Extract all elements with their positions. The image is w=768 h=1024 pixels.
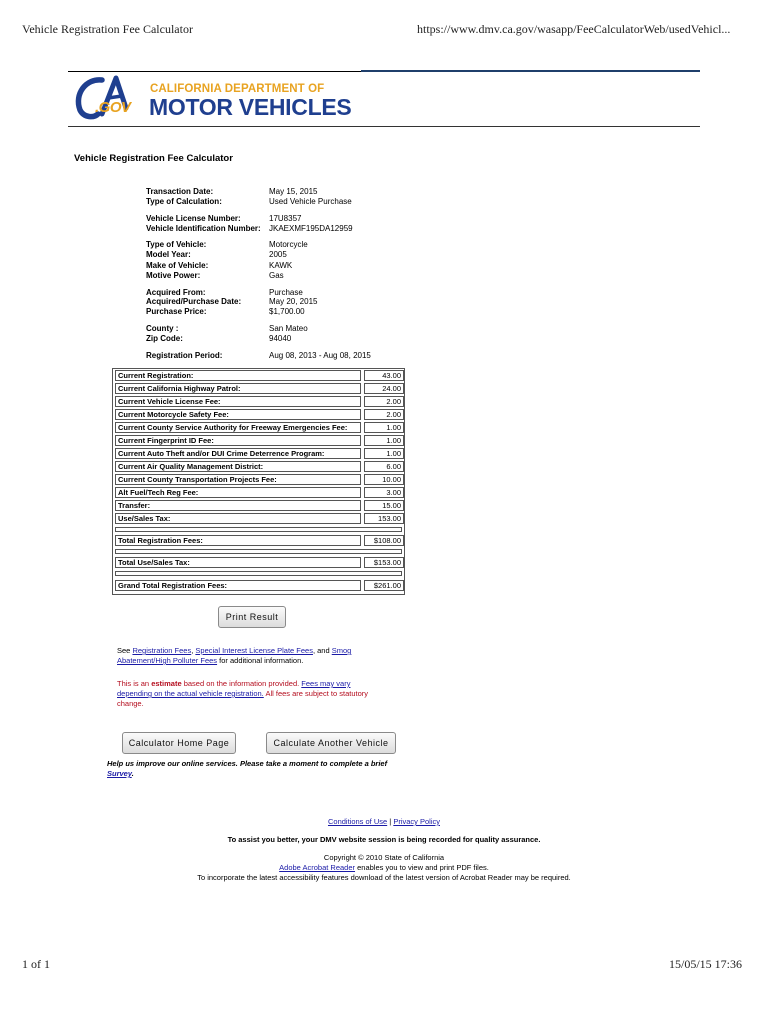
detail-value: JKAEXMF195DA12959 bbox=[269, 224, 353, 233]
detail-value: 17U8357 bbox=[269, 214, 302, 223]
estimate-bold-text: estimate bbox=[151, 679, 182, 688]
fee-amount: 2.00 bbox=[364, 396, 404, 407]
print-footer-timestamp: 15/05/15 17:36 bbox=[669, 957, 743, 971]
print-header-title: Vehicle Registration Fee Calculator bbox=[22, 22, 193, 36]
detail-label: Type of Vehicle: bbox=[146, 240, 207, 249]
additional-info-text bbox=[117, 646, 377, 666]
fee-amount: 15.00 bbox=[364, 500, 404, 511]
detail-value: Motorcycle bbox=[269, 240, 308, 249]
fee-spacer-row bbox=[115, 527, 402, 532]
grand-total-amount: $261.00 bbox=[364, 580, 404, 591]
registration-fees-link[interactable]: Registration Fees bbox=[132, 646, 192, 655]
fee-amount: 43.00 bbox=[364, 370, 404, 381]
fees-table bbox=[112, 368, 405, 595]
quality-assurance-notice: To assist you better, your DMV website session is being recorded for quality assurance. bbox=[227, 835, 541, 844]
fee-label: Current County Service Authority for Freeway Emergencies Fee: bbox=[115, 422, 361, 433]
header-rule-left bbox=[68, 71, 361, 72]
dmv-logo[interactable] bbox=[72, 74, 352, 124]
fees-may-vary-link[interactable]: Fees may vary bbox=[301, 679, 351, 688]
detail-value: Aug 08, 2013 - Aug 08, 2015 bbox=[269, 351, 371, 360]
acrobat-info bbox=[0, 863, 768, 872]
detail-value: Used Vehicle Purchase bbox=[269, 197, 352, 206]
info-text: , and bbox=[312, 646, 332, 655]
conditions-of-use-link[interactable]: Conditions of Use bbox=[327, 817, 388, 826]
smog-fees-link[interactable]: Smog bbox=[331, 646, 352, 655]
detail-value: Purchase bbox=[269, 288, 303, 297]
footer-separator: | bbox=[387, 817, 394, 826]
detail-label: Purchase Price: bbox=[146, 307, 207, 316]
detail-label: Vehicle Identification Number: bbox=[146, 224, 261, 233]
estimate-notice bbox=[117, 679, 387, 709]
header-rule-bottom bbox=[68, 126, 700, 127]
fee-label: Current Motorcycle Safety Fee: bbox=[115, 409, 361, 420]
fee-amount: 2.00 bbox=[364, 409, 404, 420]
fee-label: Current Air Quality Management District: bbox=[115, 461, 361, 472]
detail-label: Zip Code: bbox=[146, 334, 183, 343]
estimate-text: based on the information provided. bbox=[181, 679, 302, 688]
fee-label: Alt Fuel/Tech Reg Fee: bbox=[115, 487, 361, 498]
fee-label: Current Registration: bbox=[115, 370, 361, 381]
calculator-home-button[interactable]: Calculator Home Page bbox=[122, 732, 236, 754]
logo-gov-text: .GOV bbox=[95, 99, 131, 116]
footer-links bbox=[0, 817, 768, 826]
detail-value: Gas bbox=[269, 271, 284, 280]
fee-label: Transfer: bbox=[115, 500, 361, 511]
detail-label: Acquired/Purchase Date: bbox=[146, 297, 242, 306]
fees-may-vary-link-cont[interactable]: depending on the actual vehicle registration. bbox=[117, 689, 264, 698]
info-text: , bbox=[191, 646, 196, 655]
fee-label: Current California Highway Patrol: bbox=[115, 383, 361, 394]
total-label: Total Use/Sales Tax: bbox=[115, 557, 361, 568]
detail-value: KAWK bbox=[269, 261, 293, 270]
detail-label: Registration Period: bbox=[146, 351, 223, 360]
detail-label: Transaction Date: bbox=[146, 187, 214, 196]
special-plates-fees-link[interactable]: Special Interest License Plate Fees bbox=[195, 646, 313, 655]
fee-amount: 24.00 bbox=[364, 383, 404, 394]
estimate-text: change. bbox=[117, 699, 144, 708]
fee-label: Current County Transportation Projects Fee: bbox=[115, 474, 361, 485]
calculate-another-vehicle-button[interactable]: Calculate Another Vehicle bbox=[266, 732, 396, 754]
fee-label: Use/Sales Tax: bbox=[115, 513, 361, 524]
adobe-acrobat-link[interactable]: Adobe Acrobat Reader bbox=[279, 863, 356, 872]
smog-fees-link-cont[interactable]: Abatement/High Polluter Fees bbox=[117, 656, 218, 665]
detail-label: Acquired From: bbox=[146, 288, 206, 297]
detail-value: San Mateo bbox=[269, 324, 308, 333]
print-footer-page: 1 of 1 bbox=[22, 957, 50, 971]
fee-amount: 6.00 bbox=[364, 461, 404, 472]
acrobat-suffix-text: enables you to view and print PDF files. bbox=[355, 863, 489, 872]
detail-label: Motive Power: bbox=[146, 271, 201, 280]
estimate-text: All fees are subject to statutory bbox=[263, 689, 369, 698]
detail-value: 94040 bbox=[269, 334, 292, 343]
fee-label: Current Auto Theft and/or DUI Crime Deterrence Program: bbox=[115, 448, 361, 459]
detail-label: Model Year: bbox=[146, 250, 191, 259]
logo-motor-vehicles-text: MOTOR VEHICLES bbox=[149, 94, 352, 120]
detail-label: County : bbox=[146, 324, 179, 333]
total-amount: $108.00 bbox=[364, 535, 404, 546]
grand-total-label: Grand Total Registration Fees: bbox=[115, 580, 361, 591]
total-label: Total Registration Fees: bbox=[115, 535, 361, 546]
fee-amount: 1.00 bbox=[364, 435, 404, 446]
survey-prompt bbox=[107, 759, 407, 779]
estimate-text: This is an bbox=[117, 679, 152, 688]
fee-amount: 153.00 bbox=[364, 513, 404, 524]
survey-text: Help us improve our online services. Please take a moment to complete a brief bbox=[107, 759, 388, 768]
info-text: for additional information. bbox=[217, 656, 304, 665]
logo-department-text: CALIFORNIA DEPARTMENT OF bbox=[150, 83, 325, 95]
detail-value: May 15, 2015 bbox=[269, 187, 318, 196]
privacy-policy-link[interactable]: Privacy Policy bbox=[393, 817, 440, 826]
page-title: Vehicle Registration Fee Calculator bbox=[74, 153, 233, 164]
header-rule-right bbox=[361, 70, 700, 72]
fee-amount: 10.00 bbox=[364, 474, 404, 485]
fee-label: Current Vehicle License Fee: bbox=[115, 396, 361, 407]
detail-label: Type of Calculation: bbox=[146, 197, 222, 206]
fee-spacer-row bbox=[115, 571, 402, 576]
info-text: See bbox=[117, 646, 133, 655]
detail-label: Vehicle License Number: bbox=[146, 214, 241, 223]
total-amount: $153.00 bbox=[364, 557, 404, 568]
detail-value: 2005 bbox=[269, 250, 287, 259]
fee-spacer-row bbox=[115, 549, 402, 554]
detail-label: Make of Vehicle: bbox=[146, 261, 209, 270]
survey-link[interactable]: Survey bbox=[107, 769, 132, 778]
detail-value: $1,700.00 bbox=[269, 307, 305, 316]
fee-label: Current Fingerprint ID Fee: bbox=[115, 435, 361, 446]
survey-period: . bbox=[131, 769, 134, 778]
fee-amount: 1.00 bbox=[364, 422, 404, 433]
print-header-url: https://www.dmv.ca.gov/wasapp/FeeCalculatorWeb/usedVehicl... bbox=[417, 22, 731, 36]
copyright-text: Copyright © 2010 State of California bbox=[323, 853, 445, 862]
fee-amount: 1.00 bbox=[364, 448, 404, 459]
fee-amount: 3.00 bbox=[364, 487, 404, 498]
print-result-button[interactable]: Print Result bbox=[218, 606, 286, 628]
accessibility-note: To incorporate the latest accessibility features download of the latest version of Acrobat Reader may be required. bbox=[197, 873, 571, 882]
detail-value: May 20, 2015 bbox=[269, 297, 318, 306]
